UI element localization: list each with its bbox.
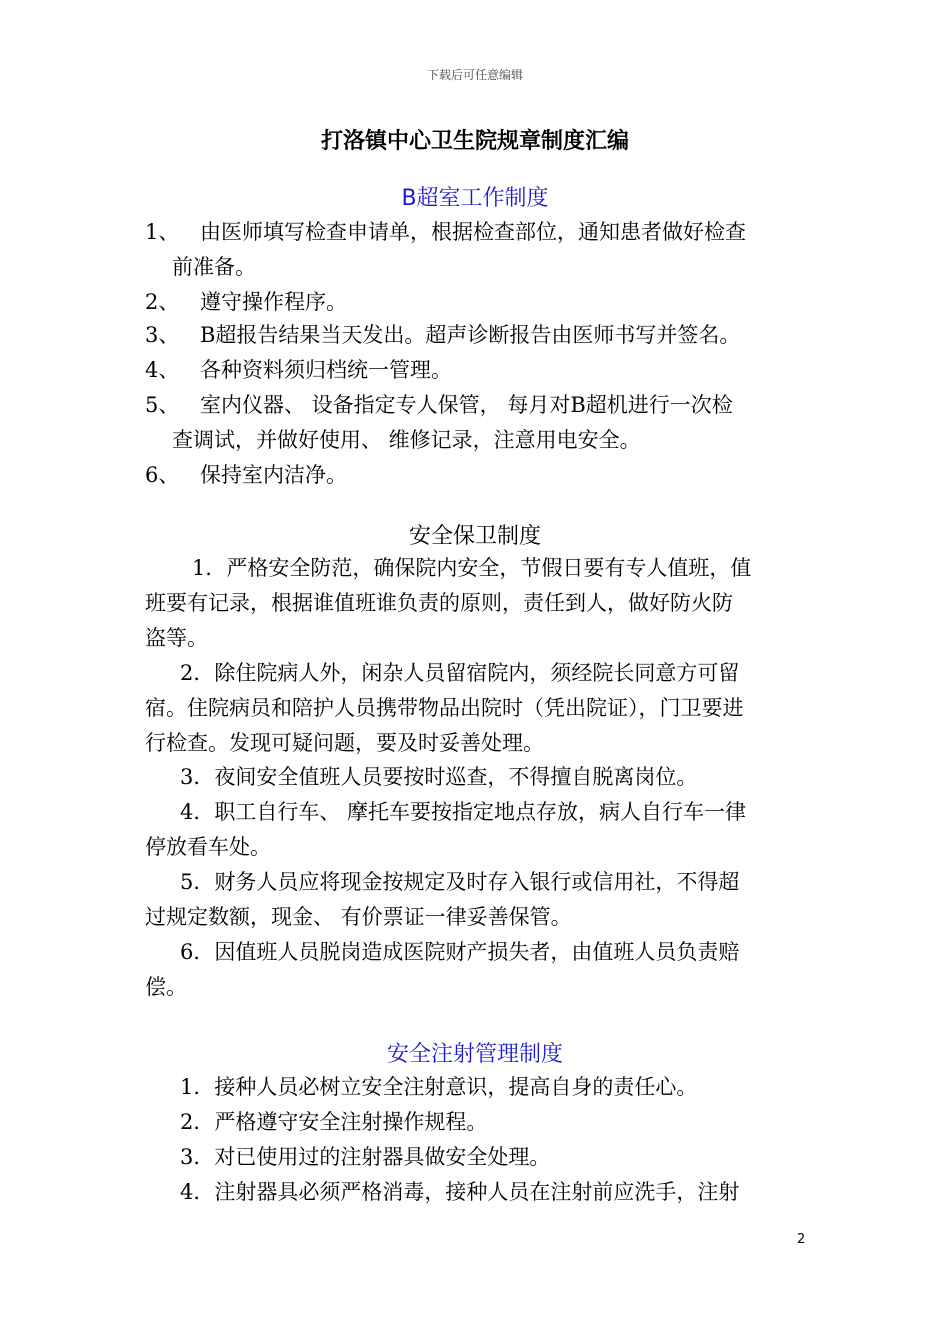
paragraph-line: 过规定数额，现金、 有价票证一律妥善保管。 — [145, 905, 572, 929]
item-text: 由医师填写检查申请单，根据检查部位，通知患者做好检查 — [200, 220, 746, 244]
paragraph-line: 4．注射器具必须严格消毒，接种人员在注射前应洗手，注射 — [180, 1180, 740, 1204]
paragraph-line: 2．除住院病人外，闲杂人员留宿院内，须经院长同意方可留 — [180, 661, 740, 685]
paragraph-line: 停放看车处。 — [145, 835, 271, 859]
paragraph-line: 2．严格遵守安全注射操作规程。 — [180, 1110, 488, 1134]
section-heading-b-ultrasound: B超室工作制度 — [401, 186, 549, 211]
paragraph-line: 3．对已使用过的注射器具做安全处理。 — [180, 1145, 551, 1169]
paragraph-line: 1．严格安全防范，确保院内安全，节假日要有专人值班，值 — [192, 556, 752, 580]
paragraph-line: 班要有记录，根据谁值班谁负责的原则，责任到人，做好防火防 — [145, 591, 733, 615]
item-text: 保持室内洁净。 — [200, 463, 347, 487]
item-text-continued: 查调试，并做好使用、 维修记录，注意用电安全。 — [172, 428, 641, 452]
item-text: 遵守操作程序。 — [200, 290, 347, 314]
paragraph-line: 1．接种人员必树立安全注射意识，提高自身的责任心。 — [180, 1075, 698, 1099]
item-text-continued: 前准备。 — [172, 255, 256, 279]
item-number: 1、 — [145, 220, 180, 244]
paragraph-line: 5．财务人员应将现金按规定及时存入银行或信用社，不得超 — [180, 870, 740, 894]
document-title: 打洛镇中心卫生院规章制度汇编 — [320, 129, 629, 154]
section-heading-safe-injection: 安全注射管理制度 — [386, 1042, 563, 1067]
paragraph-line: 3．夜间安全值班人员要按时巡查，不得擅自脱离岗位。 — [180, 765, 698, 789]
item-number: 4、 — [145, 358, 180, 382]
item-text: B超报告结果当天发出。超声诊断报告由医师书写并签名。 — [200, 323, 741, 347]
paragraph-line: 盗等。 — [145, 626, 208, 650]
item-text: 室内仪器、 设备指定专人保管， 每月对B超机进行一次检 — [200, 393, 733, 417]
item-number: 3、 — [145, 323, 180, 347]
item-number: 2、 — [145, 290, 180, 314]
item-text: 各种资料须归档统一管理。 — [200, 358, 452, 382]
paragraph-line: 偿。 — [145, 975, 187, 999]
item-number: 6、 — [145, 463, 180, 487]
paragraph-line: 4．职工自行车、 摩托车要按指定地点存放，病人自行车一律 — [180, 800, 747, 824]
page-number: 2 — [797, 1232, 806, 1247]
item-number: 5、 — [145, 393, 180, 417]
section-heading-security: 安全保卫制度 — [408, 524, 541, 549]
paragraph-line: 宿。住院病员和陪护人员携带物品出院时（凭出院证），门卫要进 — [145, 696, 744, 720]
paragraph-line: 6．因值班人员脱岗造成医院财产损失者，由值班人员负责赔 — [180, 940, 740, 964]
page-header: 下载后可任意编辑 — [426, 68, 523, 82]
paragraph-line: 行检查。发现可疑问题，要及时妥善处理。 — [145, 731, 544, 755]
